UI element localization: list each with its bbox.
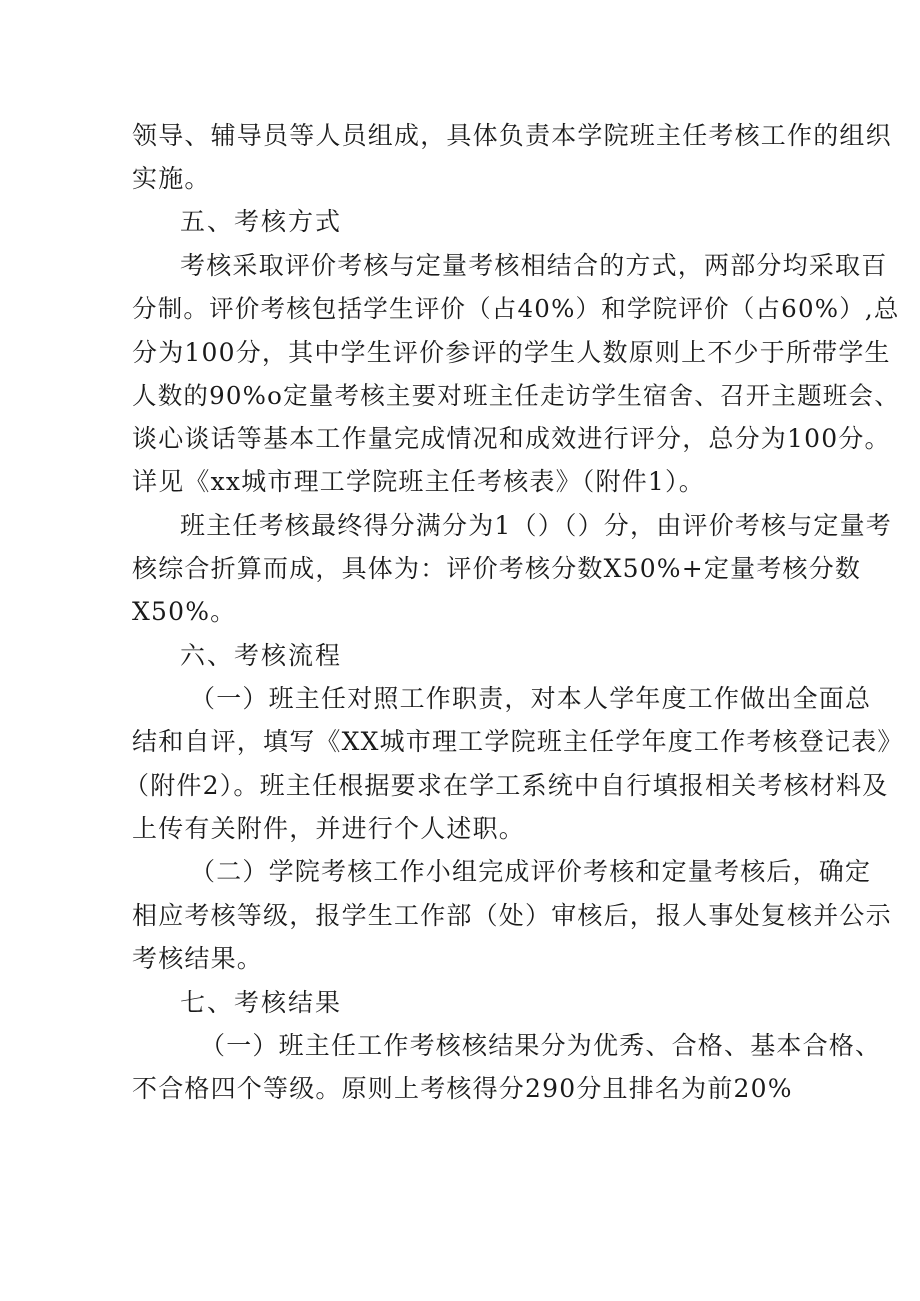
paragraph-line: 谈心谈话等基本工作量完成情况和成效进行评分，总分为100分。 <box>132 424 891 453</box>
paragraph-line: 班主任考核最终得分满分为1（）（）分，由评价考核与定量考 <box>180 511 893 540</box>
paragraph-line: 相应考核等级，报学生工作部（处）审核后，报人事处复核并公示 <box>132 901 892 930</box>
paragraph-line: （一）班主任对照工作职责，对本人学年度工作做出全面总 <box>190 684 872 713</box>
paragraph-line: 分制。评价考核包括学生评价（占40%）和学院评价（占60%）,总 <box>132 294 900 323</box>
section-heading-7: 七、考核结果 <box>180 988 343 1017</box>
section-heading-6: 六、考核流程 <box>180 641 343 670</box>
paragraph-line: 上传有关附件，并进行个人述职。 <box>132 814 526 843</box>
section-heading-5: 五、考核方式 <box>180 207 343 236</box>
paragraph-line: （二）学院考核工作小组完成评价考核和定量考核后，确定 <box>190 857 872 886</box>
paragraph-line: 详见《xx城市理工学院班主任考核表》（附件1）。 <box>132 467 705 496</box>
paragraph-line: 考核采取评价考核与定量考核相结合的方式，两部分均采取百 <box>180 251 888 280</box>
paragraph-line: 人数的90%o定量考核主要对班主任走访学生宿舍、召开主题班会、 <box>132 381 900 410</box>
paragraph-line: 考核结果。 <box>132 944 264 973</box>
paragraph-line: （一）班主任工作考核核结果分为优秀、合格、基本合格、 <box>200 1031 882 1060</box>
paragraph-line: 核综合折算而成，具体为：评价考核分数X50%+定量考核分数 <box>132 554 862 583</box>
paragraph-line: 结和自评，填写《XX城市理工学院班主任学年度工作考核登记表》 <box>132 727 904 756</box>
paragraph-line: 实施。 <box>132 164 211 193</box>
paragraph-line: 不合格四个等级。原则上考核得分290分且排名为前20% <box>132 1074 793 1103</box>
paragraph-line: 领导、辅导员等人员组成，具体负责本学院班主任考核工作的组织 <box>132 121 892 150</box>
paragraph-line: （附件2）。班主任根据要求在学工系统中自行填报相关考核材料及 <box>124 771 889 800</box>
paragraph-line: X50%。 <box>132 597 237 626</box>
paragraph-line: 分为100分，其中学生评价参评的学生人数原则上不少于所带学生 <box>132 338 891 367</box>
